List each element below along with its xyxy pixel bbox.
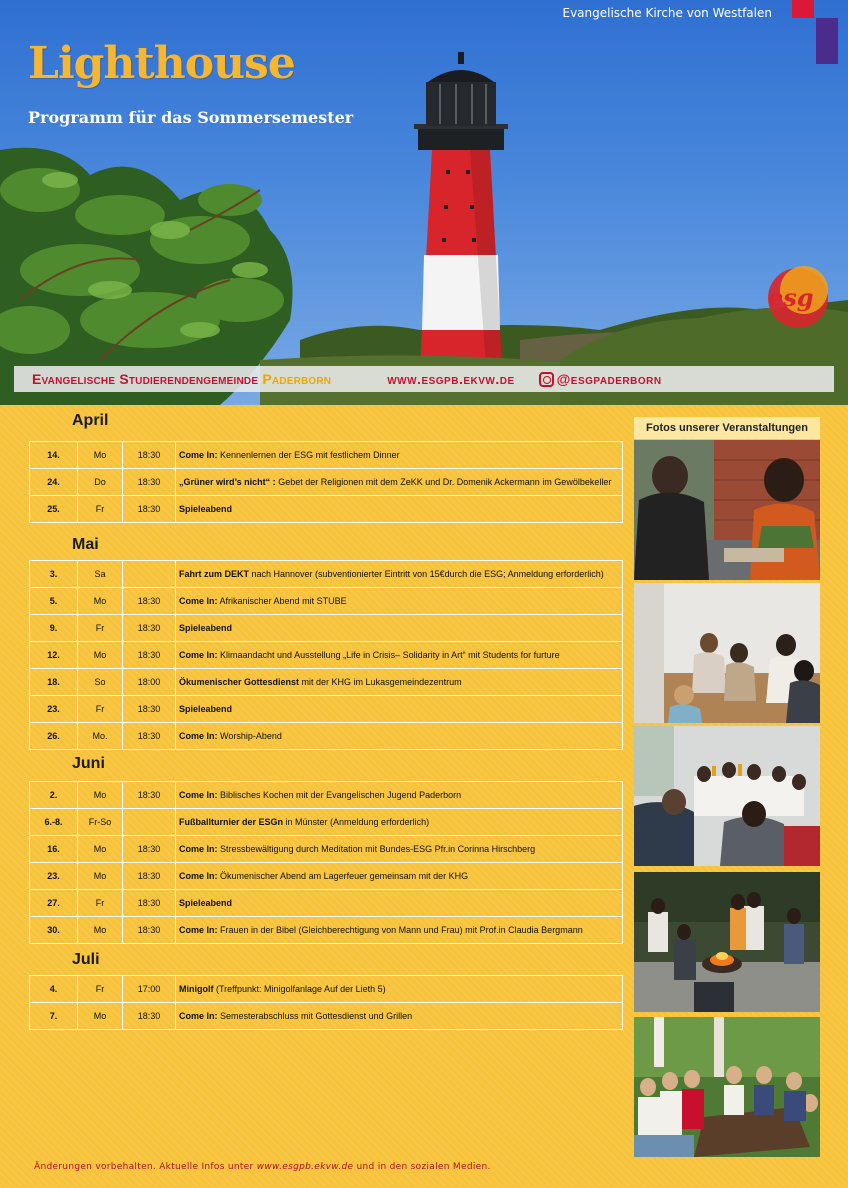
event-row [30,1003,623,1030]
event-title: Come In: [179,596,218,606]
schedule-table-juni [29,781,623,944]
event-date: 26. [30,723,78,750]
footer-note [34,1162,491,1172]
instagram-icon [539,372,554,387]
event-day: Do [78,469,123,496]
event-row [30,642,623,669]
esg-logo-icon [760,260,834,330]
event-detail: Ökumenischer Abend am Lagerfeuer gemeinsam mit der KHG [217,871,469,881]
event-time: 18:30 [123,917,176,944]
event-time: 18:30 [123,588,176,615]
event-row [30,615,623,642]
event-photo-1 [634,440,820,580]
event-time: 18:30 [123,469,176,496]
event-row [30,863,623,890]
event-date: 12. [30,642,78,669]
event-description [176,890,623,917]
event-day: Fr [78,496,123,523]
event-row [30,696,623,723]
photo-garden-group [634,1017,820,1157]
website-link[interactable]: www.esgpb.ekvw.de [387,371,515,387]
event-date: 18. [30,669,78,696]
month-heading-juni: Juni [72,755,105,772]
event-day: Mo [78,588,123,615]
event-day: Mo [78,782,123,809]
event-date: 5. [30,588,78,615]
event-photo-5 [634,1017,820,1157]
event-description [176,642,623,669]
event-title: Minigolf [179,984,214,994]
event-description [176,723,623,750]
event-title: Fahrt zum DEKT [179,569,250,579]
event-time: 18:30 [123,1003,176,1030]
event-day: Fr-So [78,809,123,836]
event-time: 17:00 [123,976,176,1003]
contact-banner [14,366,834,392]
event-time: 18:00 [123,669,176,696]
event-row [30,561,623,588]
event-row [30,496,623,523]
hero-image [0,0,848,405]
event-date: 4. [30,976,78,1003]
event-date: 9. [30,615,78,642]
event-date: 23. [30,696,78,723]
org-name: Evangelische Kirche von Westfalen [562,6,772,20]
footer-text-after: und in den sozialen Medien. [353,1162,491,1172]
event-detail: Frauen in der Bibel (Gleichberechtigung von Mann und Frau) mit Prof.in Claudia Bergmann [217,925,583,935]
event-title: „Grüner wird’s nicht“ : [179,477,276,487]
event-title: Fußballturnier der ESGn [179,817,284,827]
photo-games-evening [634,583,820,723]
event-day: Fr [78,615,123,642]
event-row [30,976,623,1003]
event-time [123,809,176,836]
event-date: 16. [30,836,78,863]
event-date: 24. [30,469,78,496]
event-description [176,496,623,523]
event-day: Mo. [78,723,123,750]
event-detail: nach Hannover (subventionierter Eintritt von 15€durch die ESG; Anmeldung erforderlich) [249,569,604,579]
event-day: Mo [78,1003,123,1030]
event-title: Ökumenischer Gottesdienst [179,677,300,687]
event-time: 18:30 [123,863,176,890]
event-row [30,917,623,944]
photos-heading: Fotos unserer Veranstaltungen [634,417,820,439]
photo-campfire-evening [634,872,820,1012]
month-heading-april: April [72,412,109,429]
event-title: Come In: [179,871,218,881]
instagram-link[interactable] [539,371,662,387]
event-detail: Biblisches Kochen mit der Evangelischen Jugend Paderborn [217,790,462,800]
photo-cooking-evening [634,726,820,866]
event-date: 25. [30,496,78,523]
event-title: Come In: [179,450,218,460]
event-time: 18:30 [123,836,176,863]
event-title: Come In: [179,1011,218,1021]
event-day: Mo [78,442,123,469]
event-time: 18:30 [123,782,176,809]
event-day: Fr [78,976,123,1003]
event-title: Spieleabend [179,704,233,714]
gemeinde-prefix: Evangelische Studierendengemeinde [32,371,263,387]
event-title: Spieleabend [179,898,233,908]
event-detail: Semesterabschluss mit Gottesdienst und Grillen [217,1011,413,1021]
event-detail: Worship-Abend [217,731,282,741]
event-time [123,561,176,588]
event-time: 18:30 [123,442,176,469]
event-description [176,696,623,723]
event-date: 14. [30,442,78,469]
event-detail: Gebet der Religionen mit dem ZeKK und Dr. Domenik Ackermann im Gewölbekeller [275,477,612,487]
event-day: Mo [78,863,123,890]
event-date: 30. [30,917,78,944]
event-photo-4 [634,872,820,1012]
event-description [176,615,623,642]
event-row [30,890,623,917]
event-title: Come In: [179,844,218,854]
event-title: Spieleabend [179,623,233,633]
page-title: Lighthouse [28,38,295,89]
event-description [176,442,623,469]
event-detail: mit der KHG im Lukasgemeindezentrum [299,677,462,687]
event-title: Come In: [179,925,218,935]
event-date: 7. [30,1003,78,1030]
event-row [30,809,623,836]
event-row [30,442,623,469]
event-day: Mo [78,642,123,669]
event-detail: Afrikanischer Abend mit STUBE [217,596,347,606]
event-description [176,469,623,496]
event-date: 2. [30,782,78,809]
footer-website-link[interactable]: www.esgpb.ekvw.de [256,1162,354,1172]
month-heading-juli: Juli [72,951,100,968]
event-day: Fr [78,890,123,917]
event-description [176,836,623,863]
event-row [30,669,623,696]
event-day: Sa [78,561,123,588]
page-subtitle: Programm für das Sommersemester [28,108,354,127]
event-detail: Klimaandacht und Ausstellung „Life in Crisis– Solidarity in Art“ mit Students for furture [217,650,560,660]
event-description [176,561,623,588]
schedule-table-mai [29,560,623,750]
gemeinde-name [32,371,331,387]
event-row [30,723,623,750]
event-day: So [78,669,123,696]
schedule-table-april [29,441,623,523]
event-day: Mo [78,917,123,944]
month-heading-mai: Mai [72,536,99,553]
event-title: Come In: [179,731,218,741]
event-time: 18:30 [123,890,176,917]
photo-african-evening [634,440,820,580]
event-detail: Kennenlernen der ESG mit festlichem Dinner [217,450,400,460]
event-date: 6.-8. [30,809,78,836]
event-time: 18:30 [123,642,176,669]
event-description [176,669,623,696]
gemeinde-city: Paderborn [262,371,332,387]
event-description [176,588,623,615]
event-photo-2 [634,583,820,723]
event-time: 18:30 [123,615,176,642]
footer-text-before: Änderungen vorbehalten. Aktuelle Infos unter [34,1162,257,1172]
event-description [176,1003,623,1030]
event-title: Come In: [179,790,218,800]
event-photo-3 [634,726,820,866]
event-description [176,782,623,809]
event-detail: Stressbewältigung durch Meditation mit Bundes-ESG Pfr.in Corinna Hirschberg [217,844,536,854]
ekvw-logo-icon [792,0,838,64]
event-row [30,588,623,615]
event-title: Spieleabend [179,504,233,514]
event-date: 27. [30,890,78,917]
instagram-handle: @esgpaderborn [556,371,662,387]
event-row [30,782,623,809]
event-day: Fr [78,696,123,723]
event-time: 18:30 [123,696,176,723]
event-time: 18:30 [123,723,176,750]
event-row [30,836,623,863]
event-description [176,809,623,836]
event-description [176,917,623,944]
event-description [176,863,623,890]
event-detail: (Treffpunkt: Minigolfanlage Auf der Lieth 5) [213,984,386,994]
esg-logo-text: esg [768,283,814,312]
event-time: 18:30 [123,496,176,523]
event-date: 3. [30,561,78,588]
event-date: 23. [30,863,78,890]
schedule-table-juli [29,975,623,1030]
event-title: Come In: [179,650,218,660]
event-detail: in Münster (Anmeldung erforderlich) [283,817,430,827]
event-day: Mo [78,836,123,863]
event-description [176,976,623,1003]
event-row [30,469,623,496]
